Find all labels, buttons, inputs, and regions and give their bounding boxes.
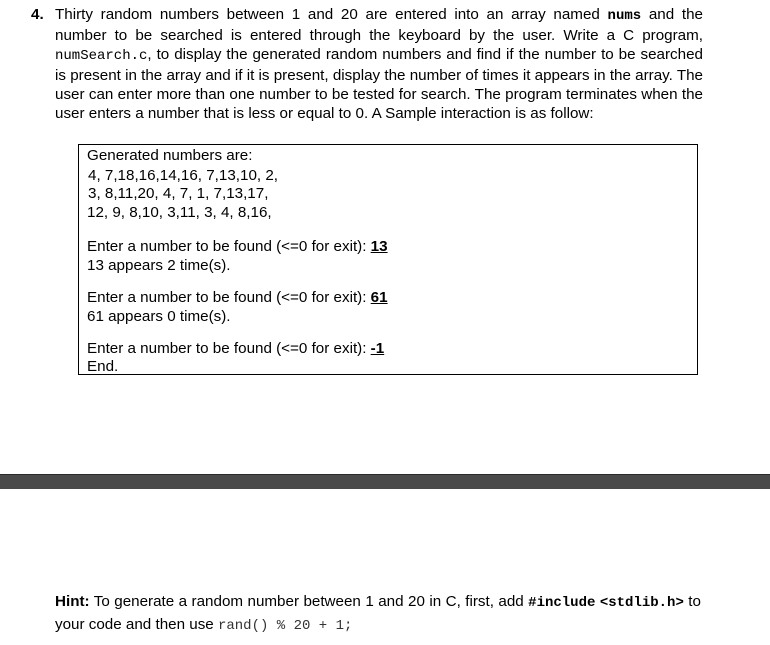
numbers-row-1: 4, 7,18,16,14,16, 7,13,10, 2, bbox=[88, 167, 278, 184]
hint-text-part-1: To generate a random number between 1 and 20 in C, first, add bbox=[89, 593, 529, 610]
code-stdlib: <stdlib.h> bbox=[599, 595, 684, 611]
generated-header: Generated numbers are: bbox=[87, 147, 253, 164]
result-line-1: 13 appears 2 time(s). bbox=[87, 257, 231, 274]
question-text-part-3: , to display the generated random numbers and find if the number to be searched is present in the array and if it is present, display the number of times it appears in the array. The user can enter more than one number to be tested for search. The program terminates when the user enters a number that is less or equal to 0. A Sample interaction is as follow: bbox=[55, 46, 703, 122]
hint-paragraph bbox=[55, 591, 701, 637]
result-line-2: 61 appears 0 time(s). bbox=[87, 308, 231, 325]
code-rand-expression: rand() % 20 + 1; bbox=[217, 618, 353, 634]
prompt-line-2 bbox=[87, 288, 388, 307]
numbers-row-3: 12, 9, 8,10, 3,11, 3, 4, 8,16, bbox=[87, 204, 272, 221]
question-text-part-1: Thirty random numbers between 1 and 20 are entered into an array named bbox=[55, 6, 608, 23]
user-input-1: 13 bbox=[370, 238, 388, 255]
page-divider-bar bbox=[0, 474, 770, 489]
question-paragraph bbox=[31, 5, 703, 123]
code-nums: nums bbox=[607, 8, 642, 24]
sample-interaction-box bbox=[78, 144, 698, 375]
result-line-3: End. bbox=[87, 358, 119, 375]
hint-label: Hint: bbox=[55, 593, 90, 610]
prompt-line-3 bbox=[87, 339, 384, 358]
code-include: #include bbox=[528, 595, 596, 611]
prompt-text: Enter a number to be found (<=0 for exit): bbox=[87, 238, 371, 255]
question-number: 4. bbox=[31, 6, 44, 23]
code-filename: numSearch.c bbox=[55, 48, 148, 64]
question-text bbox=[55, 5, 703, 123]
prompt-text: Enter a number to be found (<=0 for exit): bbox=[87, 289, 371, 306]
user-input-2: 61 bbox=[370, 289, 388, 306]
numbers-row-2: 3, 8,11,20, 4, 7, 1, 7,13,17, bbox=[88, 185, 269, 202]
hint-text-part-2: to your code and then use bbox=[55, 593, 701, 633]
user-input-3: -1 bbox=[370, 340, 385, 357]
prompt-line-1 bbox=[87, 237, 388, 256]
question-text-part-2: and the number to be searched is entered through the keyboard by the user. Write a C program, bbox=[55, 6, 703, 44]
prompt-text: Enter a number to be found (<=0 for exit): bbox=[87, 340, 371, 357]
